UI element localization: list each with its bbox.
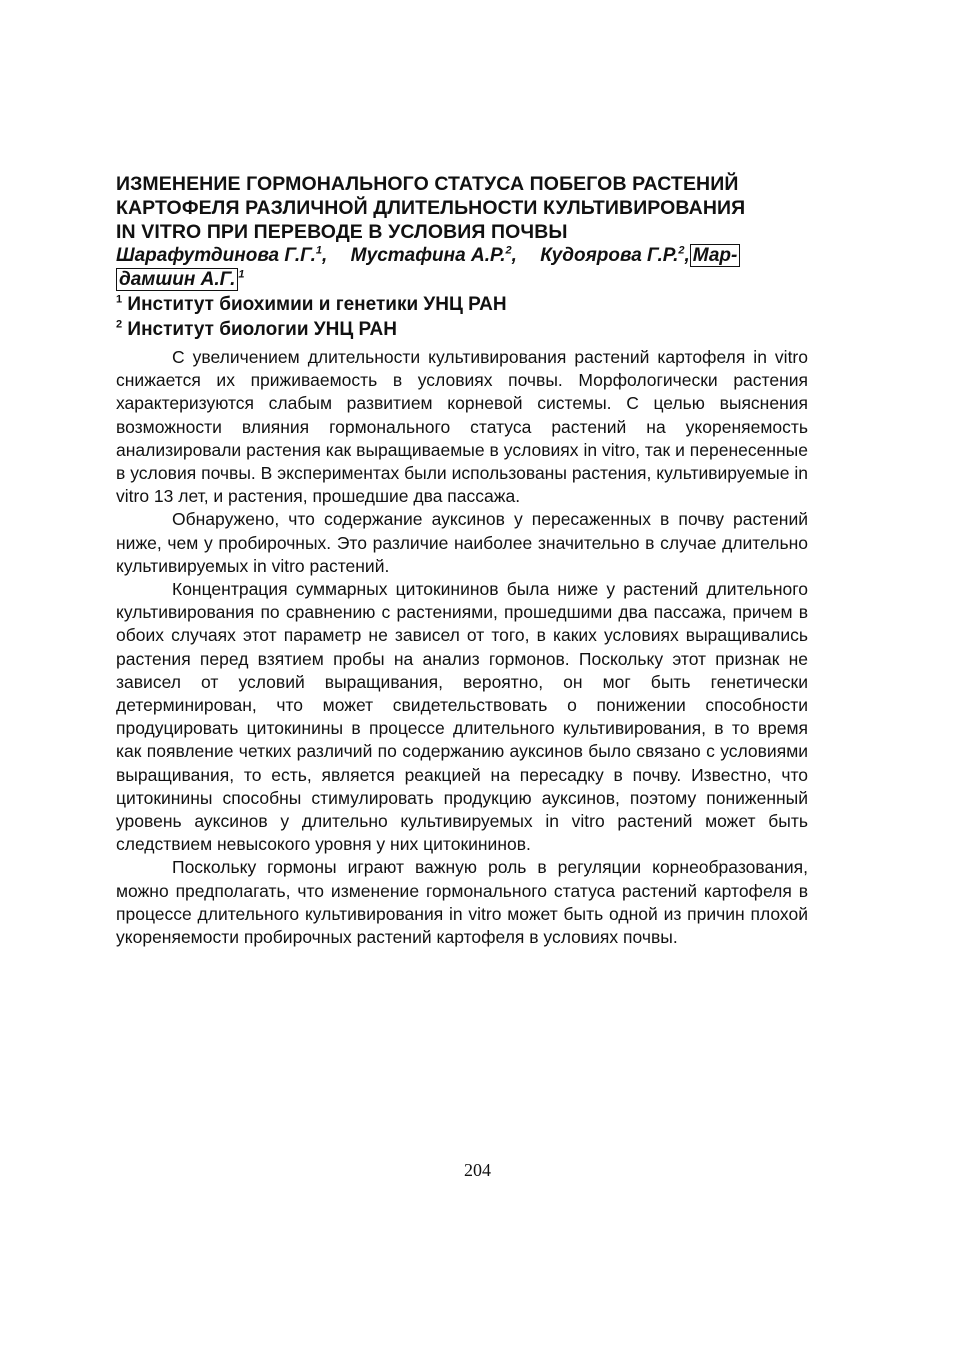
body-paragraph: Обнаружено, что содержание ауксинов у пересаженных в почву растений ниже, чем у пробирочных. Это различие наиболее значительно в случае длительно культивируемых in vitro растений. — [116, 509, 808, 576]
title-line: ИЗМЕНЕНИЕ ГОРМОНАЛЬНОГО СТАТУСА ПОБЕГОВ РАСТЕНИЙ — [116, 173, 739, 195]
article-body — [116, 346, 808, 949]
affiliation — [116, 317, 808, 342]
author-affiliation-marker: 2 — [678, 244, 685, 257]
author-affiliation-marker: 1 — [315, 244, 323, 257]
page-number: 204 — [464, 1160, 491, 1180]
article — [116, 172, 808, 949]
author-name: Кудоярова Г.Р. — [540, 245, 679, 266]
author-list — [116, 244, 808, 292]
body-paragraph: Концентрация суммарных цитокининов была ниже у растений длительного культивирования по сравнению с растениями, прошедшими два пассажа, причем в обоих случаях этот параметр не зависел от того, в каких условиях выращивались растения перед взятием пробы на анализ гормонов. Поскольку этот признак не зависел от условий выращивания, вероятно, он мог быть генетически детерминирован, что может свидетельствовать о понижении способности продуцировать цитокинины в процессе длительного культивирования, в то время как появление четких различий по содержанию ауксинов было связано с условиями выращивания, то есть, является реакцией на пересадку в почву. Известно, что цитокинины способны стимулировать продукцию ауксинов, поэтому пониженный уровень ауксинов у длительно культивируемых in vitro растений может быть следствием невысокого уровня у них цитокининов. — [116, 579, 808, 855]
title-line: IN VITRO ПРИ ПЕРЕВОДЕ В УСЛОВИЯ ПОЧВЫ — [116, 221, 568, 243]
author-line: Шарафутдинова Г.Г.$^1$, Мустафина А.Р.$^2$, Кудоярова Г.Р.$^2$, Мар- — [116, 244, 808, 268]
article-title — [116, 172, 808, 244]
author-name-boxed: Мар- — [690, 244, 741, 267]
author-affiliation-marker: 2 — [505, 244, 512, 257]
author-name-boxed: дамшин А.Г. — [116, 268, 238, 291]
affiliation-marker: 2 — [116, 318, 123, 331]
author-line — [116, 268, 808, 292]
affiliation-text: Институт биологии УНЦ РАН — [127, 319, 397, 340]
affiliation-text: Институт биохимии и генетики УНЦ РАН — [127, 294, 507, 315]
body-paragraph: Поскольку гормоны играют важную роль в регуляции корнеобразования, можно предполагать, что изменение гормонального статуса растений картофеля в процессе длительного культивирования in vitro может быть одной из причин плохой укореняемости пробирочных растений картофеля в условиях почвы. — [116, 857, 808, 948]
author-name: Мустафина А.Р. — [350, 245, 506, 266]
title-line: КАРТОФЕЛЯ РАЗЛИЧНОЙ ДЛИТЕЛЬНОСТИ КУЛЬТИВИРОВАНИЯ — [116, 197, 746, 219]
author-name: Шарафутдинова Г.Г. — [116, 245, 316, 266]
affiliation-list — [116, 292, 808, 342]
author-affiliation-marker: 1 — [238, 268, 245, 281]
affiliation-marker: 1 — [116, 293, 123, 306]
affiliation — [116, 292, 808, 317]
body-paragraph: С увеличением длительности культивирования растений картофеля in vitro снижается их приживаемость в условиях почвы. Морфологически растения характеризуются слабым развитием корневой системы. С целью выяснения возможности влияния гормонального статуса растений на укореняемость анализировали растения как выращиваемые в условиях in vitro, так и перенесенные в условия почвы. В экспериментах были использованы растения, культивируемые in vitro 13 лет, и растения, прошедшие два пассажа. — [116, 347, 808, 507]
